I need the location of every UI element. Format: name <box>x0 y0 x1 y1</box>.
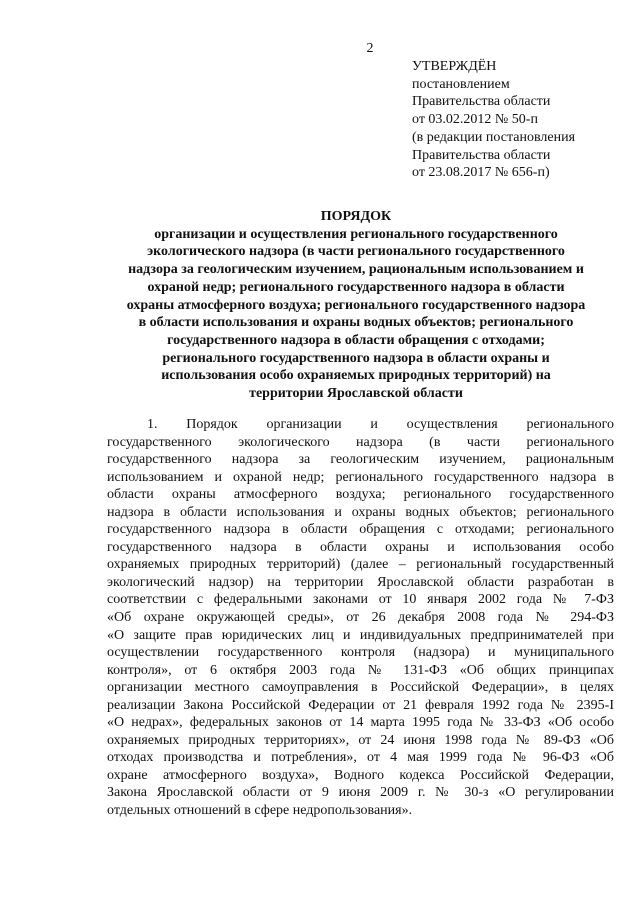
title-line: территории Ярославской области <box>249 386 463 402</box>
paragraph-line: использованием и охраной недр; регионального государственного надзора в <box>107 469 614 485</box>
paragraph-line: государственного надзора в области охраны и использования особо <box>107 539 614 555</box>
paragraph-line: экологический надзор) на территории Ярославской области разработан в <box>107 574 614 590</box>
approval-block <box>412 58 575 182</box>
paragraph-line: 1. Порядок организации и осуществления регионального <box>147 417 614 432</box>
title-line: ПОРЯДОК <box>320 209 392 224</box>
approval-line: УТВЕРЖДЁН <box>412 59 497 74</box>
title-line: регионального государственного надзора в области охраны и <box>162 350 550 366</box>
title-line: в области использования и охраны водных объектов; регионального <box>138 315 574 331</box>
paragraph-line: государственного экологического надзора (в части регионального <box>107 434 614 450</box>
paragraph-line: реализации Закона Российской Федерации от 21 февраля 1992 года № 2395-I <box>107 697 614 713</box>
paragraph-line: «О защите прав юридических лиц и индивидуальных предпринимателей при <box>107 627 614 643</box>
title-line: использования особо охраняемых природных территорий) на <box>161 368 551 384</box>
approval-line: от 23.08.2017 № 656-п) <box>412 165 550 181</box>
paragraph-line: охраняемых природных территориях», от 24 июня 1998 года № 89-ФЗ «Об <box>107 732 614 748</box>
approval-line: Правительства области <box>412 94 551 110</box>
approval-line: Правительства области <box>412 147 551 163</box>
paragraph-line: осуществлении государственного контроля (надзора) и муниципального <box>107 645 614 661</box>
paragraph-line: государственного надзора за геологическим изучением, рациональным <box>107 452 614 468</box>
title-line: экологического надзора (в части регионального государственного <box>147 244 565 260</box>
paragraph-line: организации местного самоуправления в Российской Федерации», в целях <box>107 680 614 696</box>
paragraph-line: надзора в области использования и охраны водных объектов; регионального <box>107 504 614 520</box>
paragraph-line: охране атмосферного воздуха», Водного кодекса Российской Федерации, <box>107 767 614 783</box>
title-line: охраной недр; регионального государственного надзора в области <box>147 279 565 295</box>
paragraph-1 <box>107 416 614 820</box>
page-number: 2 <box>366 41 374 56</box>
paragraph-line: области охраны атмосферного воздуха; регионального государственного <box>107 487 614 503</box>
title-line: надзора за геологическим изучением, рациональным использованием и <box>128 262 584 278</box>
paragraph-line: отдельных отношений в сфере недропользования». <box>107 803 413 819</box>
title-line: государственного надзора в области обращения с отходами; <box>167 332 545 348</box>
approval-line: постановлением <box>412 76 510 92</box>
document-title <box>96 208 616 403</box>
paragraph-line: контроля», от 6 октября 2003 года № 131-ФЗ «Об общих принципах <box>107 662 614 678</box>
title-line: организации и осуществления регионального государственного <box>154 226 558 242</box>
paragraph-line: Закона Ярославской области от 9 июня 2009 г. № 30-з «О регулировании <box>107 785 614 801</box>
paragraph-line: «О недрах», федеральных законов от 14 марта 1995 года № 33-ФЗ «Об особо <box>107 715 614 731</box>
approval-line: от 03.02.2012 № 50-п <box>412 112 538 128</box>
paragraph-line: государственного надзора в области обращения с отходами; регионального <box>107 522 614 538</box>
paragraph-line: отходах производства и потребления», от 4 мая 1999 года № 96-ФЗ «Об <box>107 750 614 766</box>
title-line: охраны атмосферного воздуха; регионального государственного надзора <box>126 297 586 313</box>
paragraph-line: «Об охране окружающей среды», от 26 декабря 2008 года № 294-ФЗ <box>107 610 614 626</box>
approval-line: (в редакции постановления <box>412 129 576 145</box>
paragraph-line: соответствии с федеральными законами от 10 января 2002 года № 7-ФЗ <box>107 592 614 608</box>
paragraph-line: охраняемых природных территорий) (далее – региональный государственный <box>107 557 614 573</box>
